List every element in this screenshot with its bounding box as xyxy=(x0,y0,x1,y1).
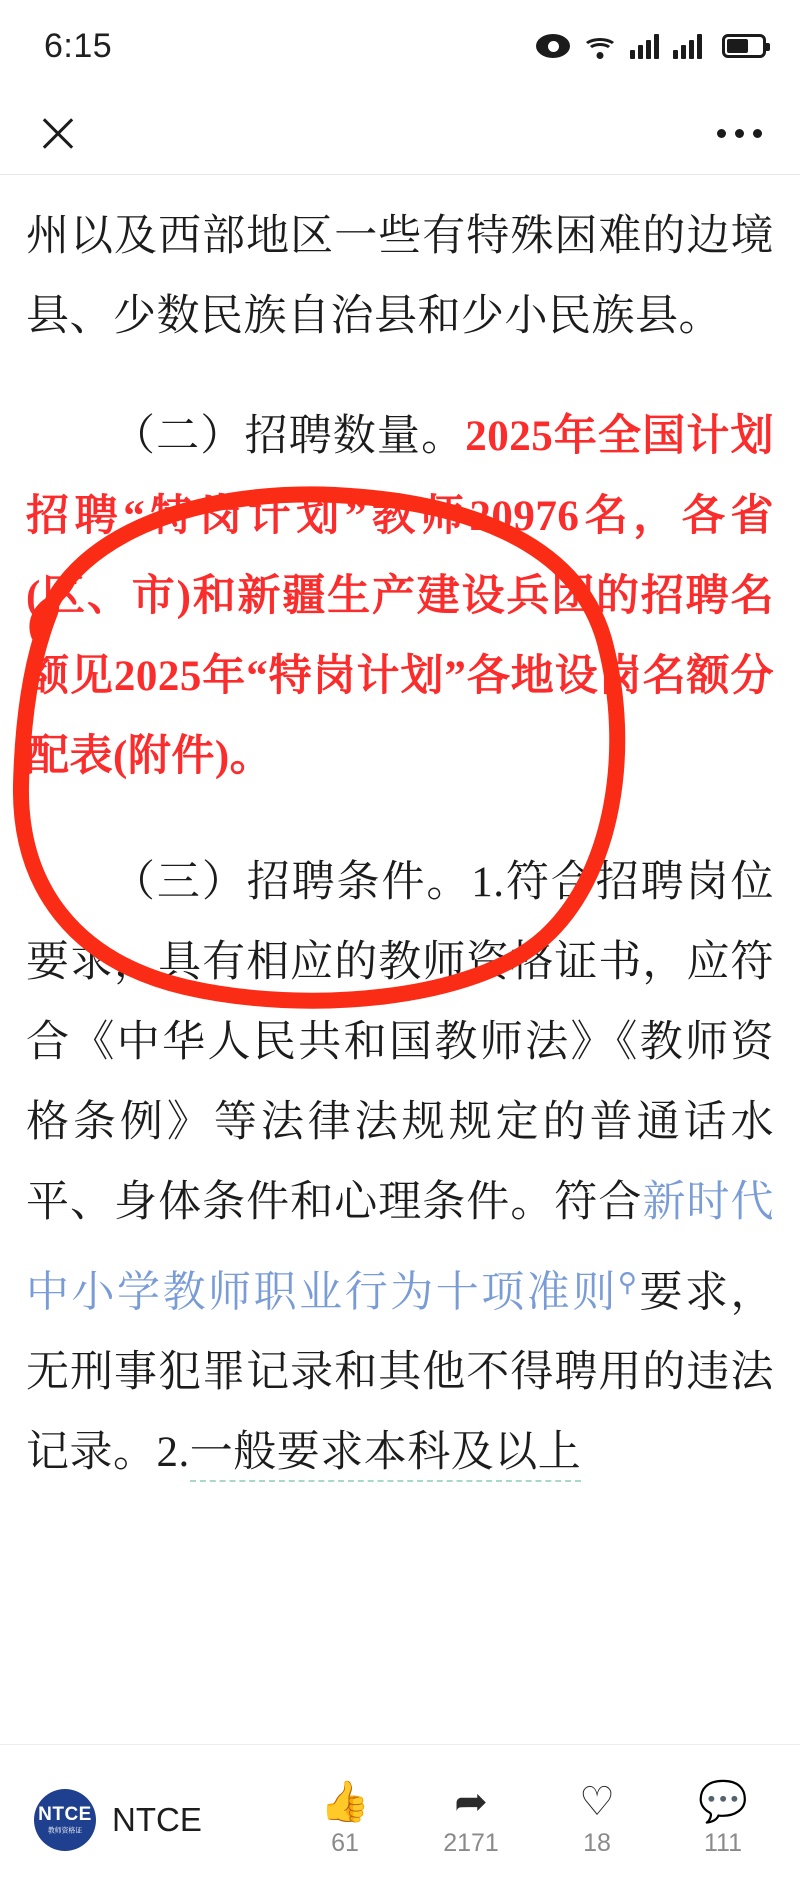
paragraph-1 xyxy=(26,197,774,357)
eye-icon xyxy=(536,34,570,58)
battery-icon xyxy=(722,34,766,58)
paragraph-1-text: 州以及西部地区一些有特殊困难的边境县、少数民族自治县和少小民族县。 xyxy=(26,213,774,340)
status-time: 6:15 xyxy=(44,26,113,65)
share-arrow-icon: ➦ xyxy=(454,1780,488,1824)
brand-block[interactable] xyxy=(34,1789,202,1851)
bottom-action-bar xyxy=(0,1744,800,1894)
paragraph-2-lead: （二）招聘数量。 xyxy=(112,413,466,460)
paragraph-2 xyxy=(26,397,774,797)
thumbs-up-icon: 👍 xyxy=(320,1780,370,1824)
paragraph-3-part3: 一般要求本科及以上 xyxy=(190,1429,582,1482)
like-count: 61 xyxy=(331,1829,359,1857)
signal-bars-2-icon xyxy=(673,33,702,59)
nav-bar xyxy=(0,92,800,174)
paragraph-3-part2: 要求，无刑事犯罪记录和其他不得聘用的违法记录。2. xyxy=(26,1269,775,1477)
wifi-icon xyxy=(584,33,616,59)
more-options-icon[interactable] xyxy=(717,129,762,138)
share-button[interactable] xyxy=(434,1781,508,1858)
close-icon[interactable] xyxy=(30,105,86,161)
article-body xyxy=(0,175,800,1493)
heart-icon: ♡ xyxy=(579,1780,615,1824)
comment-bubble-icon: 💬 xyxy=(698,1780,748,1824)
brand-name: NTCE xyxy=(112,1800,202,1838)
share-count: 2171 xyxy=(443,1829,499,1857)
favorite-button[interactable] xyxy=(560,1781,634,1858)
paragraph-3-part1: （三）招聘条件。1.符合招聘岗位要求，具有相应的教师资格证书，应符合《中华人民共和国教师法》《教师资格条例》等法律法规规定的普通话水平、身体条件和心理条件。符合 xyxy=(26,859,774,1226)
paragraph-3 xyxy=(26,843,774,1493)
policy-link[interactable]: 新时代中小学教师职业行为十项准则 xyxy=(26,1179,774,1317)
signal-bars-1-icon xyxy=(630,33,659,59)
paragraph-2-highlight: 2025年全国计划招聘“特岗计划”教师20976名，各省(区、市)和新疆生产建设兵团的招聘名额见2025年“特岗计划”各地设岗名额分配表(附件)。 xyxy=(26,413,775,780)
logo-subtext: 教师资格证 xyxy=(48,1826,82,1834)
comment-count: 111 xyxy=(703,1829,742,1857)
action-buttons xyxy=(308,1781,766,1858)
logo-text: NTCE xyxy=(38,1803,92,1825)
like-button[interactable] xyxy=(308,1781,382,1858)
status-icons xyxy=(536,33,766,59)
comment-button[interactable] xyxy=(686,1781,760,1858)
search-icon[interactable]: ⚲ xyxy=(617,1268,638,1297)
ntce-logo-icon xyxy=(34,1789,96,1851)
status-bar xyxy=(0,0,800,92)
favorite-count: 18 xyxy=(583,1829,611,1857)
